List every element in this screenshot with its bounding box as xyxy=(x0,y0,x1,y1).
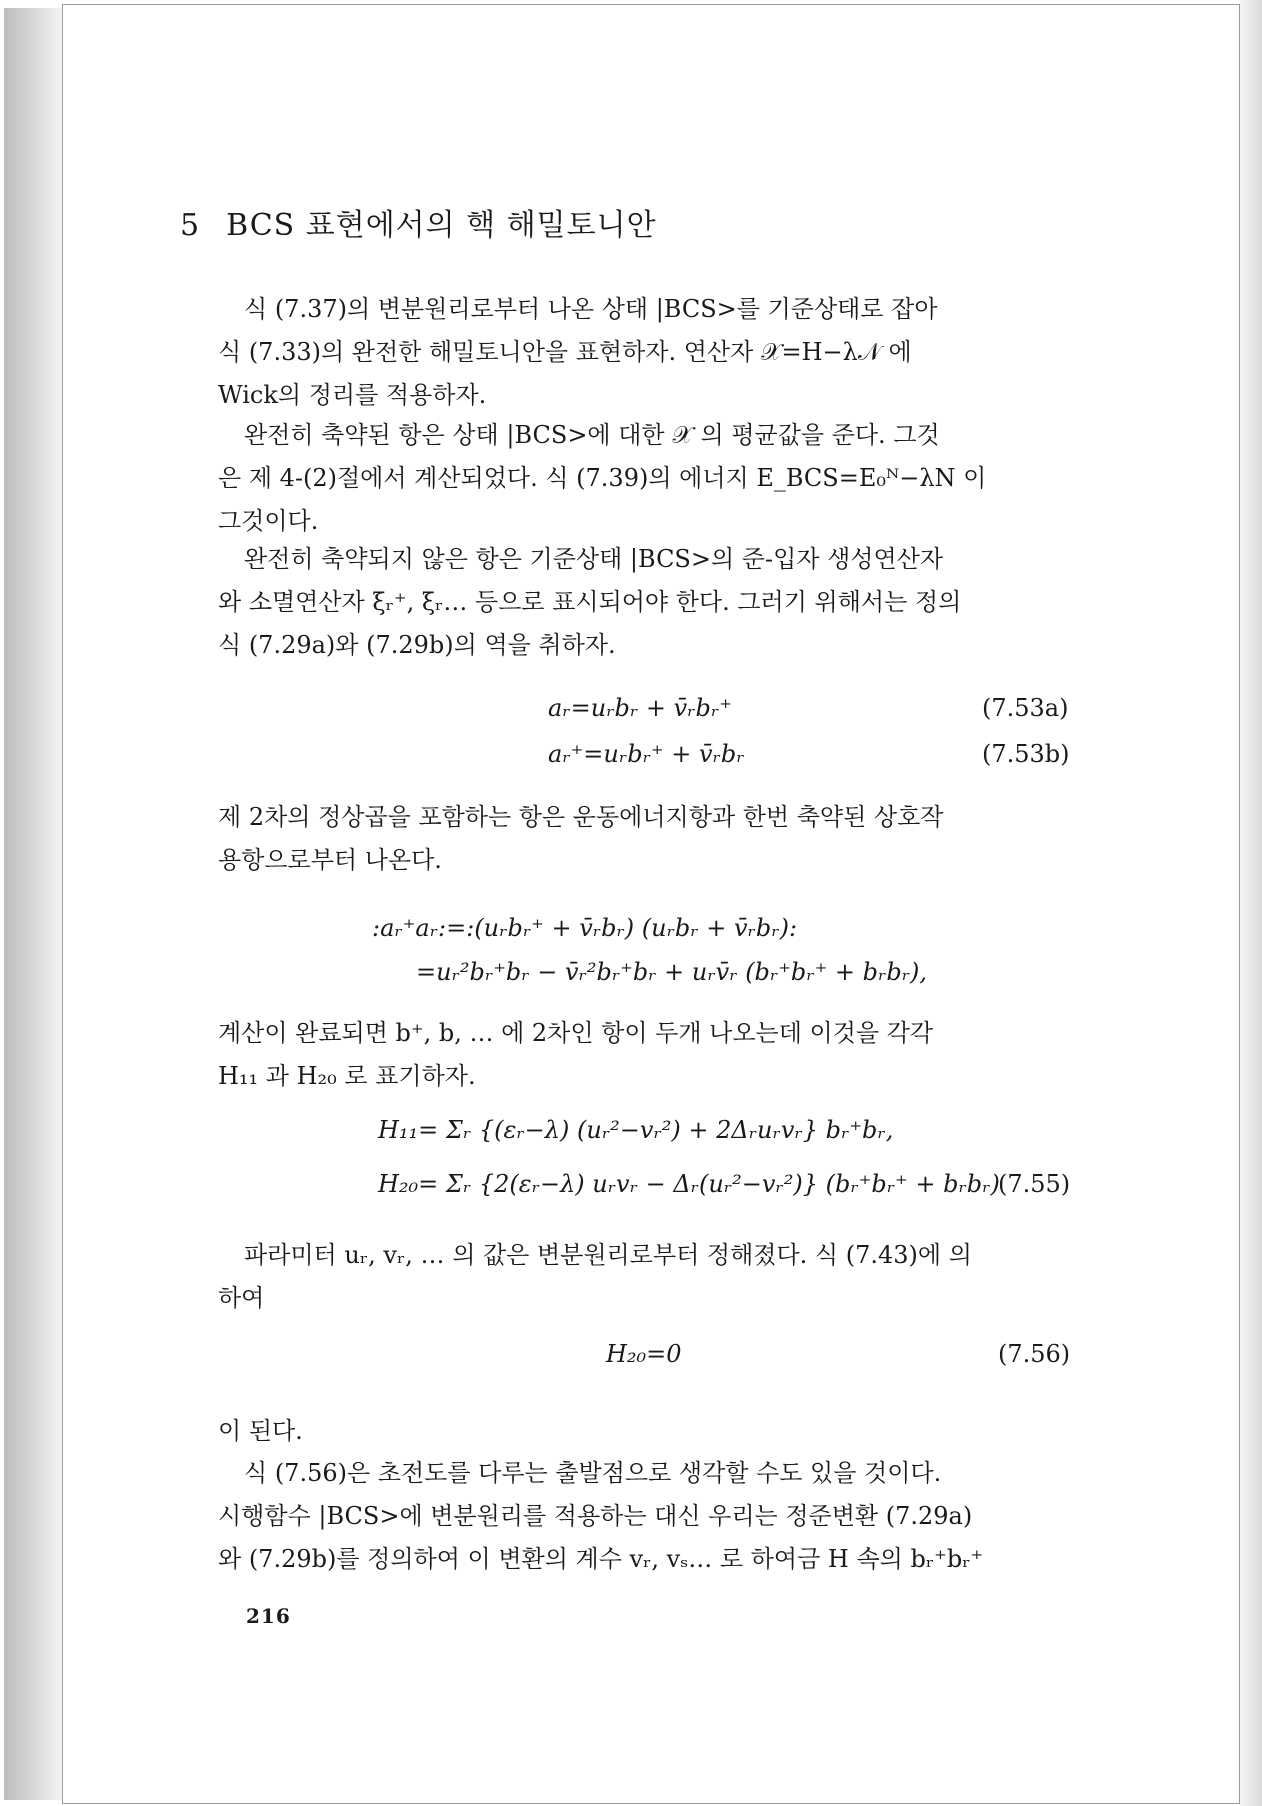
equation-7-56: H₂₀=0 xyxy=(606,1340,682,1368)
page-edge-right xyxy=(1240,0,1262,1806)
text-line: H₁₁ 과 H₂₀ 로 표기하자. xyxy=(218,1062,476,1090)
page-number: 216 xyxy=(246,1604,291,1628)
section-number: 5 xyxy=(180,208,201,243)
equation-number: (7.53a) xyxy=(982,694,1069,722)
text-line: 하여 xyxy=(218,1284,265,1312)
text-line: Wick의 정리를 적용하자. xyxy=(218,381,487,409)
equation-number: (7.53b) xyxy=(982,740,1070,768)
equation-number: (7.56) xyxy=(998,1340,1071,1368)
paragraph-5 xyxy=(218,1012,1098,1098)
text-line: 시행함수 |BCS>에 변분원리를 적용하는 대신 우리는 정준변환 (7.29a) xyxy=(218,1502,973,1530)
text-line: 용항으로부터 나온다. xyxy=(218,846,442,874)
paragraph-6 xyxy=(218,1234,1098,1320)
text-line: 완전히 축약된 항은 상태 |BCS>에 대한 𝒳 의 평균값을 준다. 그것 xyxy=(244,421,940,449)
section-title: BCS 표현에서의 핵 해밀토니안 xyxy=(226,208,657,243)
paragraph-7 xyxy=(218,1410,1098,1453)
equation-number: (7.55) xyxy=(998,1170,1071,1198)
text-line: 식 (7.29a)와 (7.29b)의 역을 취하자. xyxy=(218,631,616,659)
equation-7-53b: aᵣ⁺=uᵣbᵣ⁺ + v̄ᵣbᵣ xyxy=(548,740,745,768)
text-line: 와 소멸연산자 ξᵣ⁺, ξᵣ… 등으로 표시되어야 한다. 그러기 위해서는 정의 xyxy=(218,588,962,616)
equation-h11: H₁₁= Σᵣ {(εᵣ−λ) (uᵣ²−vᵣ²) + 2Δᵣuᵣvᵣ} bᵣ⁺bᵣ, xyxy=(378,1116,894,1144)
text-line: 제 2차의 정상곱을 포함하는 항은 운동에너지항과 한번 축약된 상호작 xyxy=(218,803,944,831)
paragraph-1 xyxy=(218,288,1098,417)
text-line: 그것이다. xyxy=(218,507,319,535)
text-line: 파라미터 uᵣ, vᵣ, … 의 값은 변분원리로부터 정해졌다. 식 (7.43)에 의 xyxy=(244,1241,972,1269)
text-line: 은 제 4-(2)절에서 계산되었다. 식 (7.39)의 에너지 E_BCS=E₀ᴺ−λN 이 xyxy=(218,464,987,492)
text-line: 식 (7.37)의 변분원리로부터 나온 상태 |BCS>를 기준상태로 잡아 xyxy=(244,295,938,323)
normal-order-equation xyxy=(372,906,927,994)
equation-row: :aᵣ⁺aᵣ:=:(uᵣbᵣ⁺ + v̄ᵣbᵣ) (uᵣbᵣ + v̄ᵣbᵣ): xyxy=(372,914,798,942)
paragraph-4 xyxy=(218,796,1098,882)
text-line: 완전히 축약되지 않은 항은 기준상태 |BCS>의 준-입자 생성연산자 xyxy=(244,545,944,573)
paragraph-2 xyxy=(218,414,1098,543)
text-line: 식 (7.56)은 초전도를 다루는 출발점으로 생각할 수도 있을 것이다. xyxy=(244,1459,942,1487)
section-heading xyxy=(180,200,657,244)
equation-h20: H₂₀= Σᵣ {2(εᵣ−λ) uᵣvᵣ − Δᵣ(uᵣ²−vᵣ²)} (bᵣ⁺bᵣ⁺ + bᵣbᵣ) xyxy=(378,1170,1000,1198)
page-edge-left xyxy=(4,8,62,1800)
text-line: 와 (7.29b)를 정의하여 이 변환의 계수 vᵣ, vₛ… 로 하여금 H 속의 bᵣ⁺bᵣ⁺ xyxy=(218,1545,984,1573)
paragraph-3 xyxy=(218,538,1098,667)
text-line: 이 된다. xyxy=(218,1417,303,1445)
text-line: 계산이 완료되면 b⁺, b, … 에 2차인 항이 두개 나오는데 이것을 각각 xyxy=(218,1019,934,1047)
text-line: 식 (7.33)의 완전한 해밀토니안을 표현하자. 연산자 𝒳=H−λ𝒩 에 xyxy=(218,338,912,366)
equation-7-53a: aᵣ=uᵣbᵣ + v̄ᵣbᵣ⁺ xyxy=(548,694,732,722)
paragraph-8 xyxy=(218,1452,1098,1581)
equation-row: =uᵣ²bᵣ⁺bᵣ − v̄ᵣ²bᵣ⁺bᵣ + uᵣv̄ᵣ (bᵣ⁺bᵣ⁺ + bᵣbᵣ), xyxy=(416,958,928,986)
